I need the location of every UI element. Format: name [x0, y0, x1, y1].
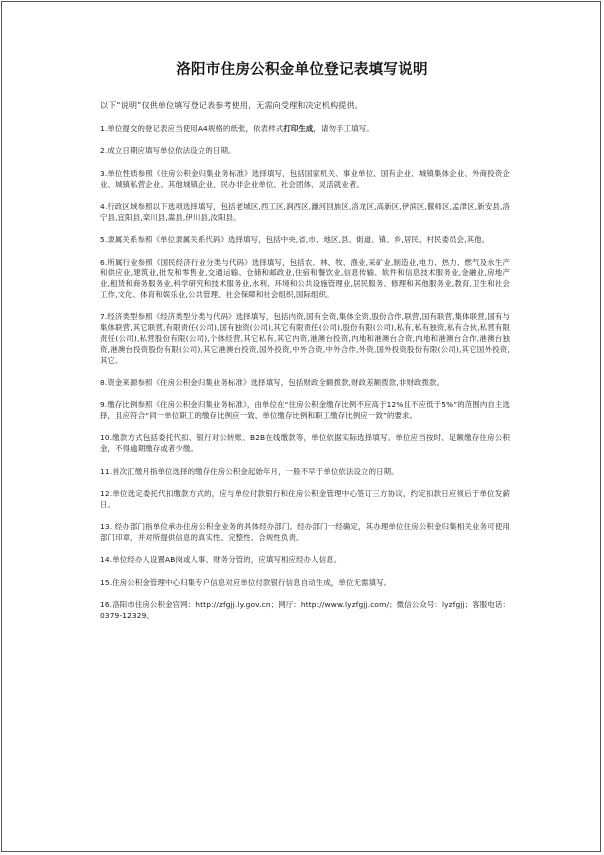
instruction-item-9: [100, 400, 510, 422]
instruction-item-4: [100, 202, 510, 224]
instruction-text: 12.单位选定委托代扣缴款方式的，应与单位付款银行和住房公积金管理中心签订三方协议，约定扣款日应须后于单位发薪日。: [100, 489, 510, 509]
instruction-item-10: [100, 433, 510, 455]
instruction-text: 2.成立日期应填写单位依法设立的日期。: [100, 146, 236, 156]
instruction-item-6: [100, 258, 510, 301]
instruction-text: 5.隶属关系参照《单位隶属关系代码》选择填写，包括中央,省,市、地区,县、街道、镇、乡,居民、村民委员会,其他。: [100, 235, 490, 245]
document-title: 洛阳市住房公积金单位登记表填写说明: [176, 62, 428, 78]
instruction-text: 6.所属行业参照《国民经济行业分类与代码》选择填写，包括农、林、牧、渔业,采矿业,制造业,电力、热力、燃气及水生产和供应业,建筑业,批发和零售业,交通运输、仓储和邮政业,住宿和餐饮业,信息传输、软件和信息技术服务业,金融业,房地产业,租赁和商务服务业,科学研究和技术服务业,水利、环境和公共设施管理业,居民服务、修理和其他服务业,教育,卫生和社会工作,文化、体育和娱乐业,公共管理、社会保障和社会组织,国际组织。: [100, 257, 510, 299]
instruction-text: 9.缴存比例参照《住房公积金归集业务标准》，由单位在“住房公积金缴存比例不应高于12%且不应低于5%”的范围内自主选择，且应符合“同一单位职工的缴存比例应一致、单位缴存比例和职工缴存比例应一致”的要求。: [100, 400, 511, 421]
instruction-item-14: [100, 555, 510, 566]
instruction-text: 10.缴款方式包括委托代扣、银行对公转账、B2B在线缴款等，单位依据实际选择填写。单位应当按时、足额缴存住房公积金，不得逾期缴存或者少缴。: [100, 433, 510, 454]
instruction-item-13: [100, 522, 510, 544]
instruction-item-7: [100, 312, 510, 366]
instruction-text: 14.单位经办人设置AB岗或人事、财务分管的，应填写相应经办人信息。: [100, 555, 342, 565]
document-intro: 以下“说明”仅供单位填写登记表参考使用，无需向受理和决定机构提供。: [100, 101, 363, 110]
instruction-emphasis: 打印生成: [283, 124, 314, 133]
instruction-text: 11.首次汇缴月指单位选择的缴存住房公积金起始年月，一般不早于单位依法设立的日期。: [100, 466, 399, 476]
instruction-list: [100, 124, 510, 633]
instruction-text: 7.经济类型参照《经济类型分类与代码》选择填写，包括内资,国有全资,集体全资,股份合作,联营,国有联营,集体联营,国有与集体联营,其它联营,有限责任(公司),国有独资(公司),其它有限责任(公司),股份有限(公司),私有,私有独资,私有合伙,私营有限责任(公司),私营股份有限(公司),个体经营,其它私有,其它内资,港澳台投资,内地和港澳台合资,内地和港澳台合作,港澳台独资,港澳台投资股份有限(公司),其它港澳台投资,国外投资,中外合资,中外合作,外资,国外投资股份有限(公司),其它国外投资,其它。: [100, 312, 510, 365]
instruction-item-3: [100, 169, 510, 191]
instruction-item-1: [100, 124, 510, 135]
instruction-item-11: [100, 467, 510, 478]
instruction-text: 13. 经办部门指单位承办住房公积金业务的具体经办部门。经办部门一经确定，其办理单位住房公积金归集相关业务可使用部门印章，并对所提供信息的真实性、完整性、合规性负责。: [100, 522, 510, 543]
instruction-item-2: [100, 146, 510, 157]
instruction-text: 16.洛阳市住房公积金官网：http://zfgjj.ly.gov.cn；网厅：http://www.lyzfgjj.com/；微信公众号：lyzfgjj；客服电话：0379-12329。: [100, 600, 510, 621]
instruction-text: 8.资金来源参照《住房公积金归集业务标准》选择填写，包括财政全额拨款,财政差额拨款,非财政拨款。: [100, 377, 445, 387]
instruction-item-15: [100, 578, 510, 589]
instruction-item-12: [100, 489, 510, 511]
instruction-item-5: [100, 235, 510, 246]
instruction-text: 4.行政区域参照以下选项选择填写，包括老城区,西工区,涧西区,瀍河回族区,洛龙区,高新区,伊滨区,偃师区,孟津区,新安县,洛宁县,宜阳县,栾川县,嵩县,伊川县,汝阳县。: [100, 201, 510, 222]
instruction-item-16: [100, 600, 510, 622]
instruction-text: 15.住房公积金管理中心归集专户信息对应单位付款银行信息自动生成，单位无需填写。: [100, 577, 392, 587]
instruction-text-tail: ，请勿手工填写。: [313, 124, 374, 133]
instruction-text: 3.单位性质参照《住房公积金归集业务标准》选择填写，包括国家机关、事业单位、国有企业、城镇集体企业、外商投资企业、城镇私营企业、其他城镇企业、民办非企业单位、社会团体、灵活就业者。: [100, 168, 510, 189]
instruction-text: 1.单位提交的登记表应当使用A4规格的纸张，依表样式: [100, 124, 284, 133]
instruction-item-8: [100, 378, 510, 389]
